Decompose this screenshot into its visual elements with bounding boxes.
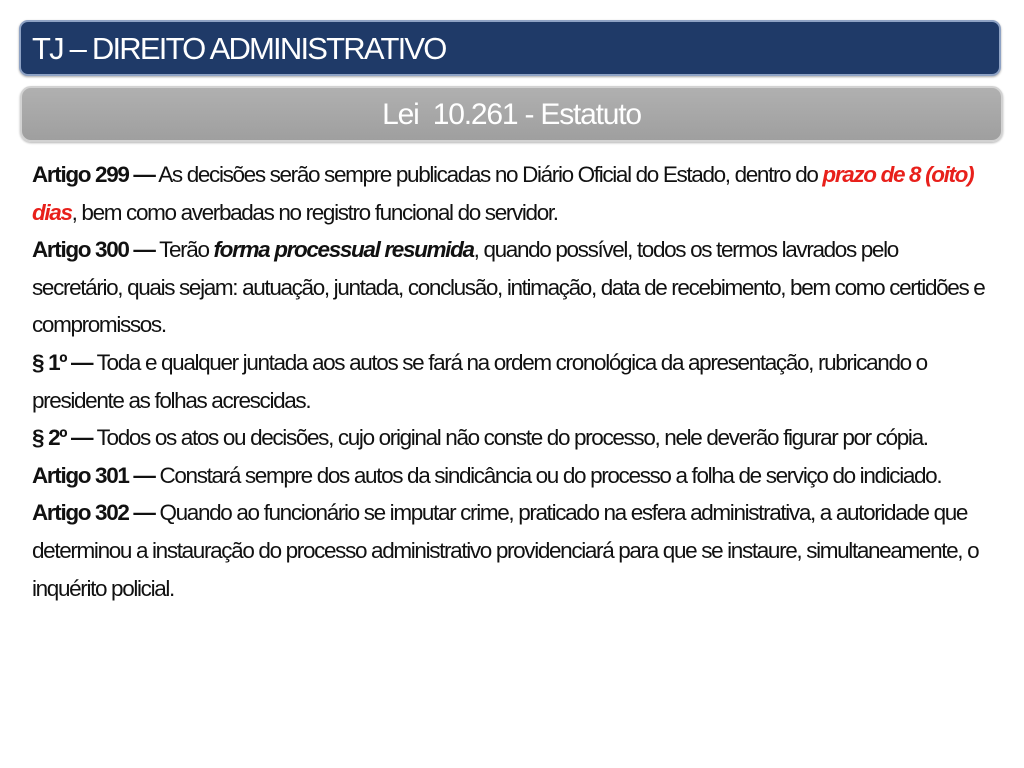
paragraph-label: § 1º — — [32, 349, 93, 375]
header-bar — [19, 20, 1001, 76]
article-text: , quando possível, todos os termos lavrados pelo secretário, quais sejam: autuação, juntada, conclusão, intimação, data de recebimento, bem como certidões e compromissos. — [32, 237, 985, 338]
article-299 — [32, 156, 992, 231]
emphasized-term: forma processual resumida — [213, 237, 474, 263]
article-302 — [32, 494, 992, 607]
article-label: Artigo 299 — — [32, 162, 155, 187]
paragraph-2 — [32, 419, 992, 457]
article-label: Artigo 301 — — [32, 462, 155, 488]
article-label: Artigo 300 — — [32, 237, 155, 263]
article-text: , bem como averbadas no registro funcional do servidor. — [71, 199, 558, 225]
article-text: As decisões serão sempre publicadas no Diário Oficial do Estado, dentro do — [154, 162, 823, 187]
article-text: Constará sempre dos autos da sindicância ou do processo a folha de serviço do indiciado. — [154, 462, 942, 488]
paragraph-label: § 2º — — [32, 425, 93, 451]
article-300 — [32, 231, 992, 344]
slide-body — [32, 156, 992, 607]
article-label: Artigo 302 — — [32, 500, 155, 526]
article-text: Terão — [154, 237, 214, 263]
paragraph-text: Todos os atos ou decisões, cujo original não conste do processo, nele deverão figurar por cópia. — [92, 425, 928, 451]
slide-subtitle: Lei 10.261 - Estatuto — [382, 98, 641, 131]
subheader-bar — [20, 86, 1003, 142]
article-301 — [32, 457, 992, 495]
article-text: Quando ao funcionário se imputar crime, praticado na esfera administrativa, a autoridade que determinou a instauração do processo administrativo providenciará para que se instaure, simultaneamente, o inquérito policial. — [32, 500, 979, 601]
slide-title: TJ – DIREITO ADMINISTRATIVO — [32, 31, 446, 66]
paragraph-text: Toda e qualquer juntada aos autos se fará na ordem cronológica da apresentação, rubricando o presidente as folhas acrescidas. — [32, 349, 927, 413]
paragraph-1 — [32, 344, 992, 419]
highlighted-deadline: prazo de 8 (oito) dias — [32, 162, 974, 225]
